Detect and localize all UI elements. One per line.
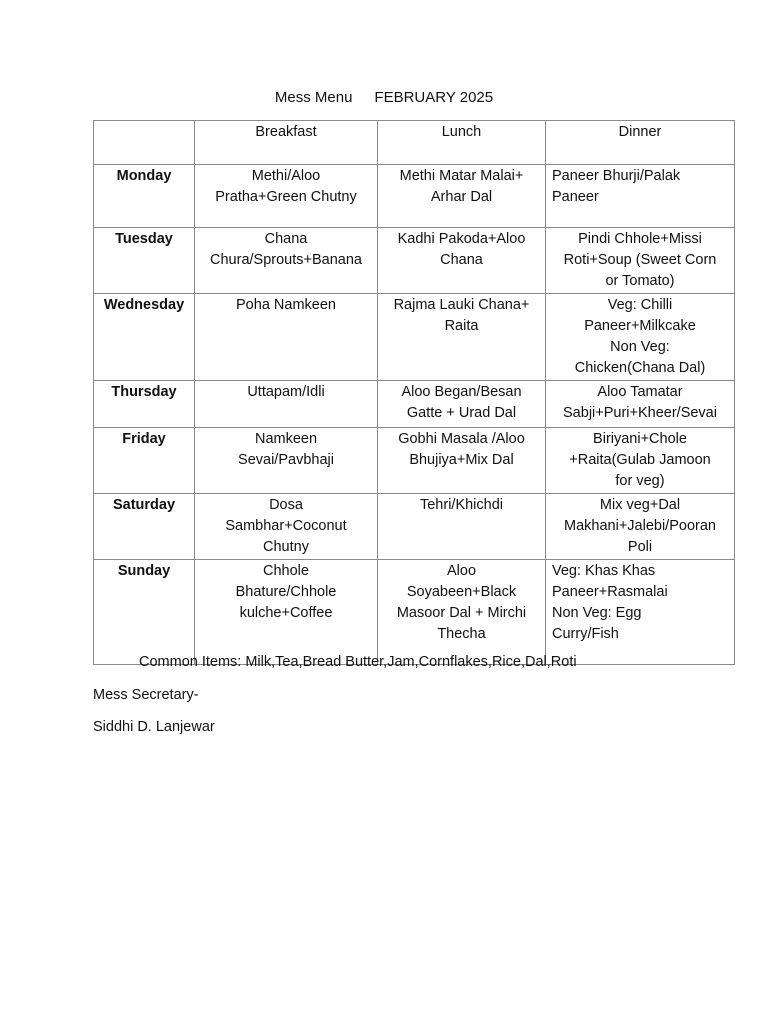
header-cell-day — [94, 121, 195, 165]
day-cell: Friday — [94, 428, 195, 494]
breakfast-cell: Poha Namkeen — [195, 294, 378, 381]
breakfast-cell: Namkeen Sevai/Pavbhaji — [195, 428, 378, 494]
table-row-friday — [94, 428, 735, 494]
day-cell: Saturday — [94, 494, 195, 560]
day-cell: Wednesday — [94, 294, 195, 381]
page-title — [0, 88, 768, 108]
secretary-name: Siddhi D. Lanjewar — [93, 719, 215, 735]
table-row-monday — [94, 165, 735, 228]
lunch-cell: Rajma Lauki Chana+ Raita — [378, 294, 546, 381]
lunch-cell: Tehri/Khichdi — [378, 494, 546, 560]
day-cell: Monday — [94, 165, 195, 228]
secretary-label: Mess Secretary- — [93, 687, 199, 703]
dinner-cell: Paneer Bhurji/Palak Paneer — [546, 165, 735, 228]
day-cell: Thursday — [94, 381, 195, 428]
month-text: FEBRUARY 2025 — [374, 89, 494, 106]
lunch-cell: Aloo Began/Besan Gatte + Urad Dal — [378, 381, 546, 428]
header-row — [94, 121, 735, 165]
breakfast-cell: Chana Chura/Sprouts+Banana — [195, 228, 378, 294]
common-items-note: Common Items: Milk,Tea,Bread Butter,Jam,Cornflakes,Rice,Dal,Roti — [139, 654, 577, 670]
dinner-cell: Veg: Khas Khas Paneer+Rasmalai Non Veg: Egg Curry/Fish — [546, 560, 735, 665]
table-row-tuesday — [94, 228, 735, 294]
header-cell-dinner: Dinner — [546, 121, 735, 165]
day-cell: Sunday — [94, 560, 195, 665]
title-text: Mess Menu — [274, 89, 353, 106]
dinner-cell: Pindi Chhole+Missi Roti+Soup (Sweet Corn or Tomato) — [546, 228, 735, 294]
dinner-cell: Aloo Tamatar Sabji+Puri+Kheer/Sevai — [546, 381, 735, 428]
breakfast-cell: Chhole Bhature/Chhole kulche+Coffee — [195, 560, 378, 665]
menu-table — [93, 120, 735, 665]
breakfast-cell: Dosa Sambhar+Coconut Chutny — [195, 494, 378, 560]
table-row-wednesday — [94, 294, 735, 381]
dinner-cell: Biriyani+Chole +Raita(Gulab Jamoon for veg) — [546, 428, 735, 494]
header-cell-breakfast: Breakfast — [195, 121, 378, 165]
breakfast-cell: Methi/Aloo Pratha+Green Chutny — [195, 165, 378, 228]
dinner-cell: Veg: Chilli Paneer+Milkcake Non Veg: Chicken(Chana Dal) — [546, 294, 735, 381]
breakfast-cell: Uttapam/Idli — [195, 381, 378, 428]
header-cell-lunch: Lunch — [378, 121, 546, 165]
table-row-saturday — [94, 494, 735, 560]
lunch-cell: Kadhi Pakoda+Aloo Chana — [378, 228, 546, 294]
lunch-cell: Methi Matar Malai+ Arhar Dal — [378, 165, 546, 228]
day-cell: Tuesday — [94, 228, 195, 294]
lunch-cell: Aloo Soyabeen+Black Masoor Dal + Mirchi Thecha — [378, 560, 546, 665]
table-row-thursday — [94, 381, 735, 428]
dinner-cell: Mix veg+Dal Makhani+Jalebi/Pooran Poli — [546, 494, 735, 560]
lunch-cell: Gobhi Masala /Aloo Bhujiya+Mix Dal — [378, 428, 546, 494]
table-row-sunday — [94, 560, 735, 665]
